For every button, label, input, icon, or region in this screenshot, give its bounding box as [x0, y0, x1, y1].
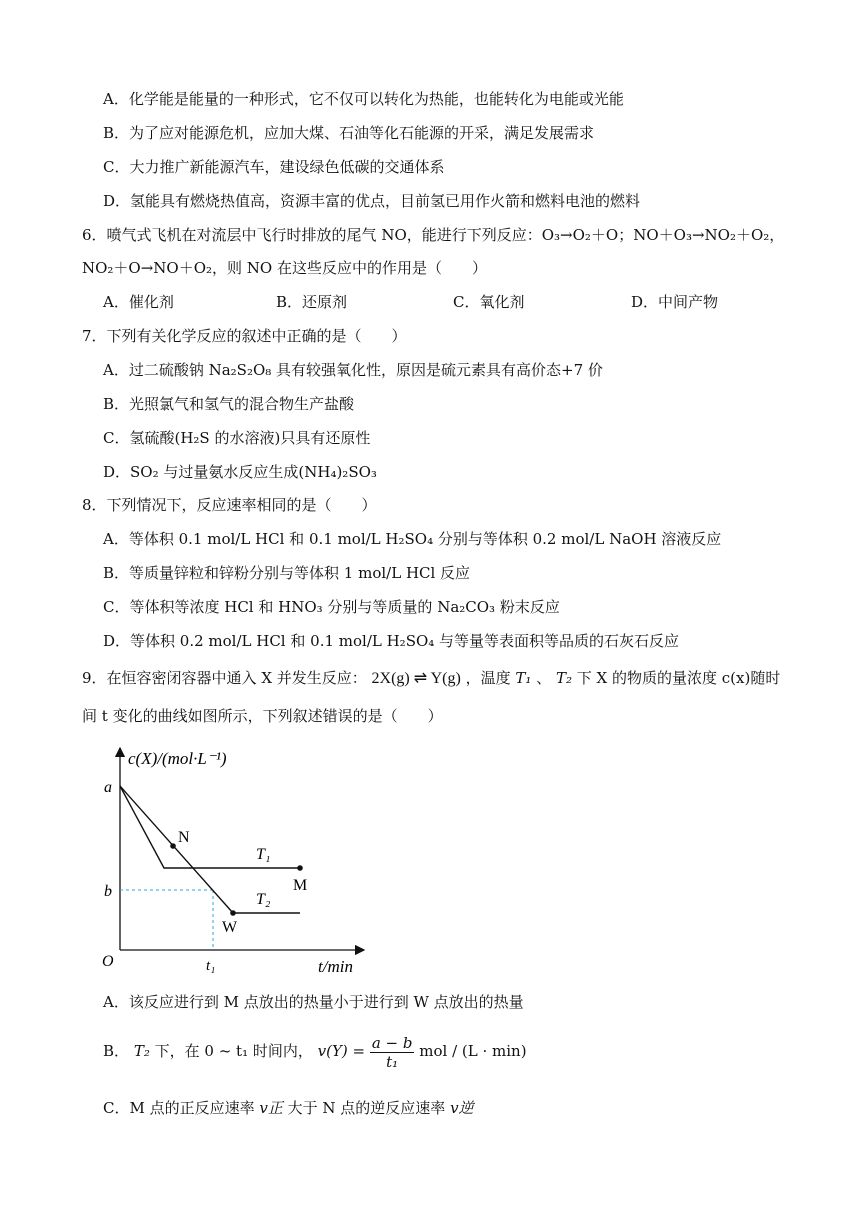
- q6-stem-line2: NO₂＋O→NO＋O₂，则 NO 在这些反应中的作用是（ ）: [82, 259, 487, 277]
- point-w: [230, 910, 236, 916]
- w-label: W: [222, 919, 238, 936]
- q5-option-d: D．氢能具有燃烧热值高，资源丰富的优点，目前氢已用作火箭和燃料电池的燃料: [103, 192, 641, 210]
- n-label: N: [178, 829, 190, 846]
- q6-stem-line1: 6．喷气式飞机在对流层中飞行时排放的尾气 NO，能进行下列反应：O₃→O₂＋O；NO＋O₃→NO₂＋O₂，: [82, 226, 785, 244]
- fraction-denominator: t₁: [386, 1052, 399, 1071]
- q9-option-a: A．该反应进行到 M 点放出的热量小于进行到 W 点放出的热量: [103, 993, 524, 1011]
- concentration-time-graph: [98, 742, 378, 982]
- q9-option-c-v-forward: v正: [259, 1099, 283, 1117]
- t1-tick-label: t₁: [206, 958, 216, 974]
- q6-option-a: A．催化剂: [103, 293, 174, 311]
- q9-option-b-v: v(Y) =: [317, 1042, 370, 1060]
- q7-option-d: D．SO₂ 与过量氨水反应生成(NH₄)₂SO₃: [103, 463, 377, 481]
- q9-stem-a: 9．在恒容密闭容器中通入 X 并发生反应：: [82, 669, 367, 687]
- q8-option-d: D．等体积 0.2 mol/L HCl 和 0.1 mol/L H₂SO₄ 与等量等表面积等品质的石灰石反应: [103, 632, 680, 650]
- q8-option-c: C．等体积等浓度 HCl 和 HNO₃ 分别与等质量的 Na₂CO₃ 粉末反应: [103, 598, 560, 616]
- q9-stem-b: ，温度: [465, 669, 511, 687]
- q9-stem-c: 下 X 的物质的量浓度 c(x)随时: [576, 669, 781, 687]
- q9-option-c-a: C．M 点的正反应速率: [103, 1099, 260, 1117]
- q9-option-c-v-reverse: v逆: [450, 1099, 474, 1117]
- q9-option-c-b: 大于 N 点的逆反应速率: [287, 1099, 451, 1117]
- q9-option-b-prefix: B．: [103, 1042, 130, 1060]
- q5-option-c: C．大力推广新能源汽车，建设绿色低碳的交通体系: [103, 158, 445, 176]
- q7-option-a: A．过二硫酸钠 Na₂S₂O₈ 具有较强氧化性，原因是硫元素具有高价态+7 价: [103, 361, 603, 379]
- q7-option-b: B．光照氯气和氢气的混合物生产盐酸: [103, 395, 355, 413]
- t2-curve: [120, 786, 300, 913]
- origin-label: O: [102, 953, 114, 970]
- fraction-numerator: a − b: [371, 1033, 413, 1052]
- point-m: [297, 865, 303, 871]
- point-n: [170, 843, 176, 849]
- q9-stem-line2: 间 t 变化的曲线如图所示，下列叙述错误的是（ ）: [82, 707, 443, 725]
- b-label: b: [104, 883, 112, 900]
- q8-option-a: A．等体积 0.1 mol/L HCl 和 0.1 mol/L H₂SO₄ 分别与等体积 0.2 mol/L NaOH 溶液反应: [103, 530, 722, 548]
- q5-option-b: B．为了应对能源危机，应加大煤、石油等化石能源的开采，满足发展需求: [103, 124, 595, 142]
- q9-option-b-t2: T₂: [133, 1042, 150, 1060]
- q9-option-c: [103, 1098, 474, 1118]
- t1-curve: [120, 786, 300, 868]
- q8-option-b: B．等质量锌粒和锌粉分别与等体积 1 mol/L HCl 反应: [103, 564, 471, 582]
- y-axis-label: c(X)/(mol·L⁻¹): [128, 749, 227, 768]
- q9-option-b-unit: mol / (L · min): [419, 1042, 527, 1060]
- q6-option-d: D．中间产物: [631, 293, 719, 311]
- q6-option-c: C．氧化剂: [453, 293, 525, 311]
- q9-option-b-mid: 下，在 0 ~ t₁ 时间内，: [154, 1042, 313, 1060]
- q7-stem: 7．下列有关化学反应的叙述中正确的是（ ）: [82, 327, 407, 345]
- m-label: M: [293, 877, 308, 894]
- x-axis-label: t/min: [318, 957, 353, 976]
- q7-option-c: C．氢硫酸(H₂S 的水溶液)只具有还原性: [103, 429, 371, 447]
- q9-temp-t1: T₁: [515, 669, 532, 687]
- q6-option-b: B．还原剂: [276, 293, 348, 311]
- t1-curve-label: T₁: [256, 846, 271, 863]
- q9-option-b: [103, 1032, 527, 1071]
- t2-curve-label: T₂: [256, 891, 271, 908]
- q9-equation: 2X(g) ⇌ Y(g): [371, 670, 461, 687]
- q9-sep: 、: [536, 669, 552, 687]
- q9-temp-t2: T₂: [555, 669, 572, 687]
- q5-option-a: A．化学能是能量的一种形式，它不仅可以转化为热能，也能转化为电能或光能: [103, 90, 624, 108]
- q9-option-b-fraction: [370, 1034, 415, 1071]
- q9-stem-line1: [82, 668, 780, 689]
- q8-stem: 8．下列情况下，反应速率相同的是（ ）: [82, 496, 377, 514]
- a-label: a: [104, 779, 112, 796]
